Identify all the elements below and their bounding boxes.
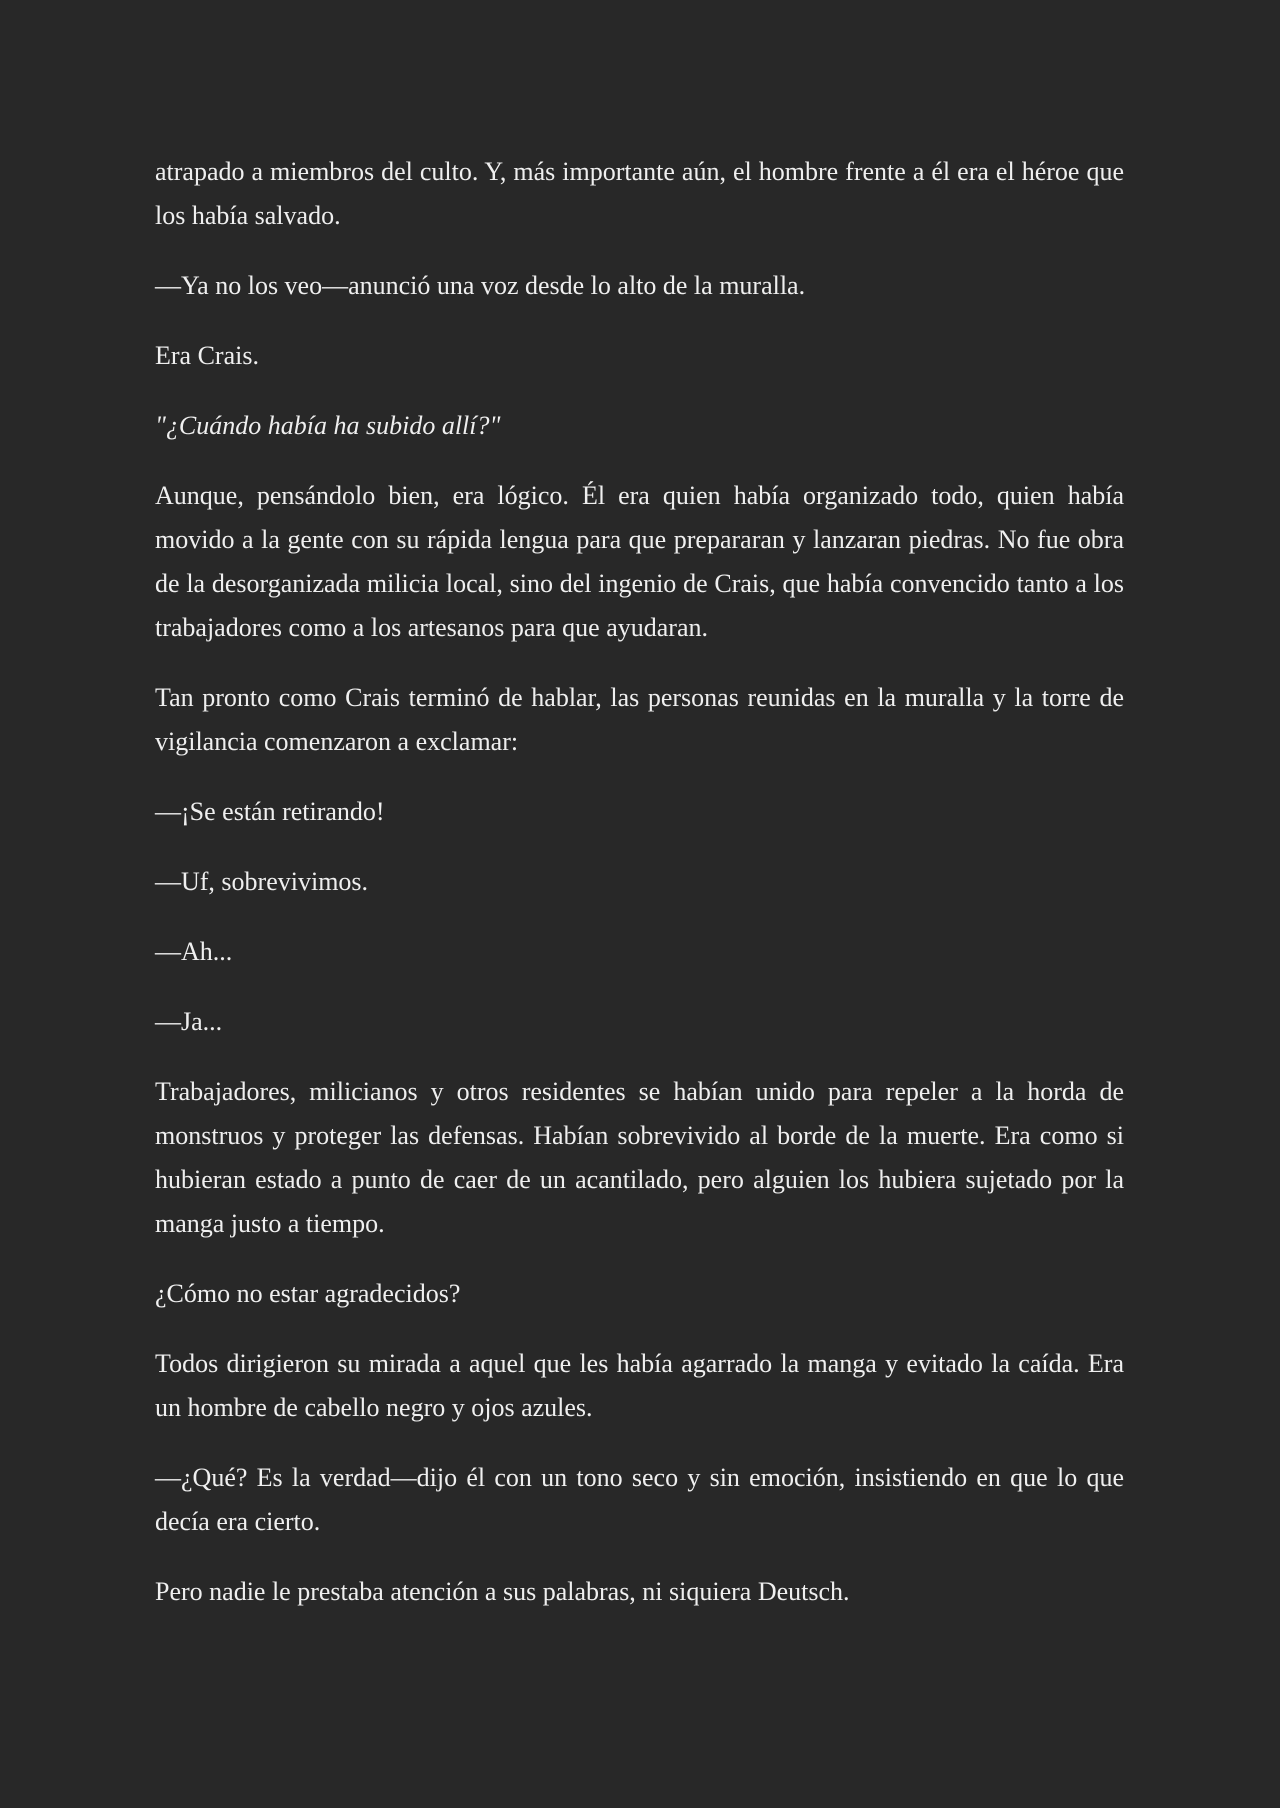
- dialogue-paragraph: —Ja...: [155, 1007, 223, 1036]
- dialogue-paragraph: —¡Se están retirando!: [155, 797, 385, 826]
- paragraph: Aunque, pensándolo bien, era lógico. Él era quien había organizado todo, quien había movido a la gente con su rápida lengua para que prepararan y lanzaran piedras. No fue obra de la desorganizada milicia local, sino del ingenio de Crais, que había convencido tanto a los trabajadores como a los artesanos para que ayudaran.: [155, 481, 1124, 642]
- dialogue-paragraph: —Ah...: [155, 937, 233, 966]
- paragraph: Era Crais.: [155, 341, 259, 370]
- paragraph: Todos dirigieron su mirada a aquel que les había agarrado la manga y evitado la caída. Era un hombre de cabello negro y ojos azules.: [155, 1349, 1124, 1422]
- paragraph: Tan pronto como Crais terminó de hablar, las personas reunidas en la muralla y la torre de vigilancia comenzaron a exclamar:: [155, 683, 1124, 756]
- paragraph: Pero nadie le prestaba atención a sus palabras, ni siquiera Deutsch.: [155, 1577, 850, 1606]
- dialogue-paragraph: —Uf, sobrevivimos.: [155, 867, 369, 896]
- chapter-text: [155, 150, 1124, 1640]
- inner-thought-paragraph: "¿Cuándo había ha subido allí?": [155, 411, 501, 440]
- paragraph: atrapado a miembros del culto. Y, más importante aún, el hombre frente a él era el héroe que los había salvado.: [155, 157, 1124, 230]
- paragraph: ¿Cómo no estar agradecidos?: [155, 1279, 461, 1308]
- dialogue-paragraph: —Ya no los veo—anunció una voz desde lo alto de la muralla.: [155, 271, 806, 300]
- paragraph: Trabajadores, milicianos y otros residentes se habían unido para repeler a la horda de monstruos y proteger las defensas. Habían sobrevivido al borde de la muerte. Era como si hubieran estado a punto de caer de un acantilado, pero alguien los hubiera sujetado por la manga justo a tiempo.: [155, 1077, 1124, 1238]
- dialogue-paragraph: —¿Qué? Es la verdad—dijo él con un tono seco y sin emoción, insistiendo en que lo que decía era cierto.: [155, 1463, 1124, 1536]
